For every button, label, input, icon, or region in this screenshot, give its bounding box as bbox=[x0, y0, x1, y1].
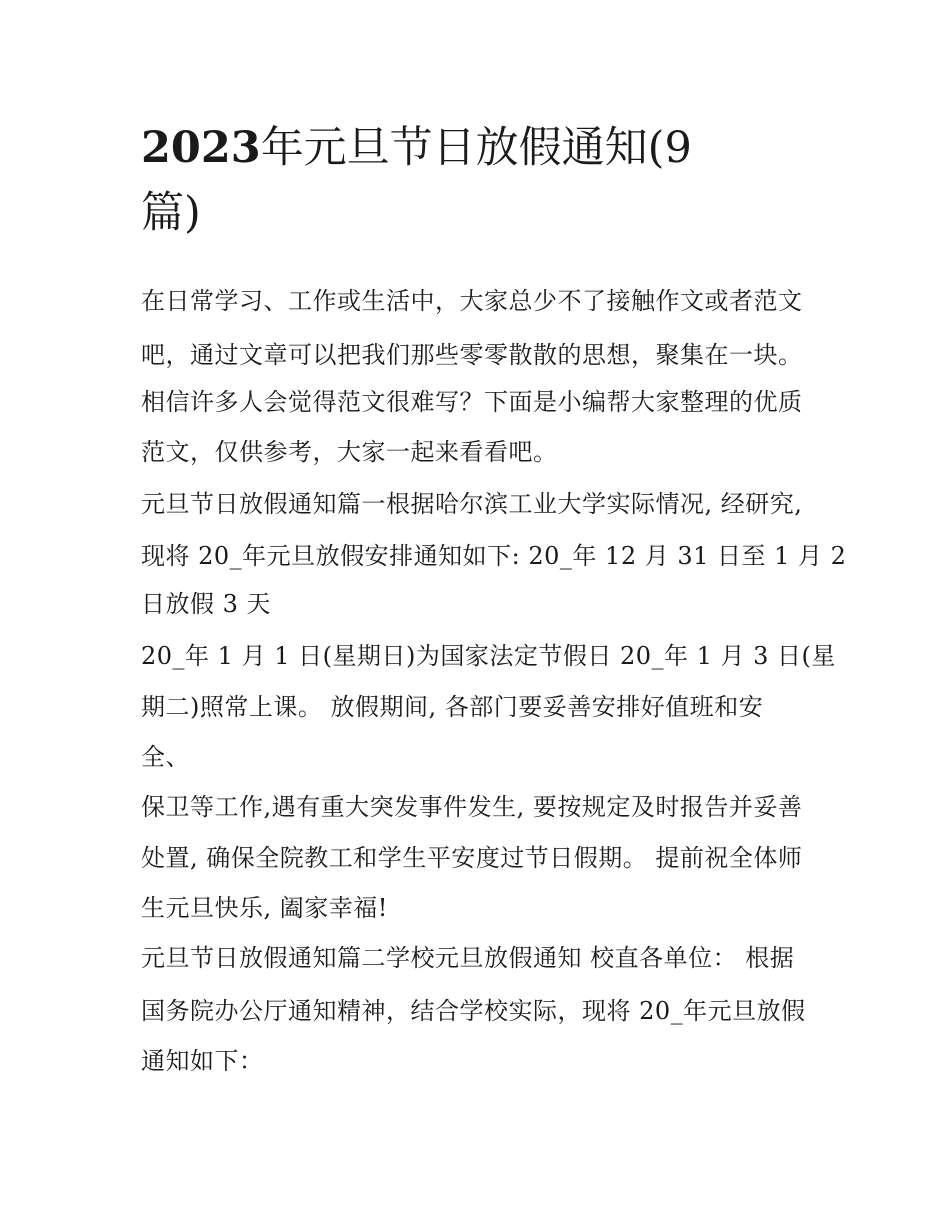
title-text-line1: 年元旦节日放假通知(9 bbox=[260, 123, 692, 173]
paragraph-line: 20_年 1 月 1 日(星期日)为国家法定节假日 20_年 1 月 3 日(星 bbox=[141, 642, 836, 670]
paragraph-line: 元旦节日放假通知篇一根据哈尔滨工业大学实际情况, 经研究, bbox=[141, 490, 803, 518]
paragraph-line: 生元旦快乐, 阖家幸福! bbox=[141, 894, 388, 922]
paragraph-line: 全、 bbox=[141, 743, 190, 771]
paragraph-line: 处置, 确保全院教工和学生平安度过节日假期。 提前祝全体师 bbox=[141, 844, 803, 872]
paragraph-line: 相信许多人会觉得范文很难写？下面是小编帮大家整理的优质 bbox=[141, 388, 803, 416]
paragraph-line: 期二)照常上课。 放假期间, 各部门要妥善安排好值班和安 bbox=[141, 693, 764, 721]
paragraph-line: 日放假 3 天 bbox=[141, 590, 272, 618]
paragraph-line: 现将 20_年元旦放假安排通知如下: 20_年 12 月 31 日至 1 月 2 bbox=[141, 542, 847, 570]
paragraph-line: 通知如下： bbox=[141, 1047, 264, 1075]
paragraph-line: 在日常学习、工作或生活中，大家总少不了接触作文或者范文 bbox=[141, 287, 803, 315]
paragraph-line: 范文，仅供参考，大家一起来看看吧。 bbox=[141, 438, 558, 466]
title-text-line2: 篇) bbox=[141, 188, 201, 238]
paragraph-line: 吧，通过文章可以把我们那些零零散散的思想，聚集在一块。 bbox=[141, 341, 803, 369]
paragraph-line: 国务院办公厅通知精神，结合学校实际，现将 20_年元旦放假 bbox=[141, 997, 806, 1025]
document-title bbox=[141, 116, 781, 246]
paragraph-line: 保卫等工作,遇有重大突发事件发生, 要按规定及时报告并妥善 bbox=[141, 793, 803, 821]
title-year: 2023 bbox=[141, 123, 261, 173]
paragraph-line: 元旦节日放假通知篇二学校元旦放假通知 校直各单位： 根据 bbox=[141, 944, 795, 972]
